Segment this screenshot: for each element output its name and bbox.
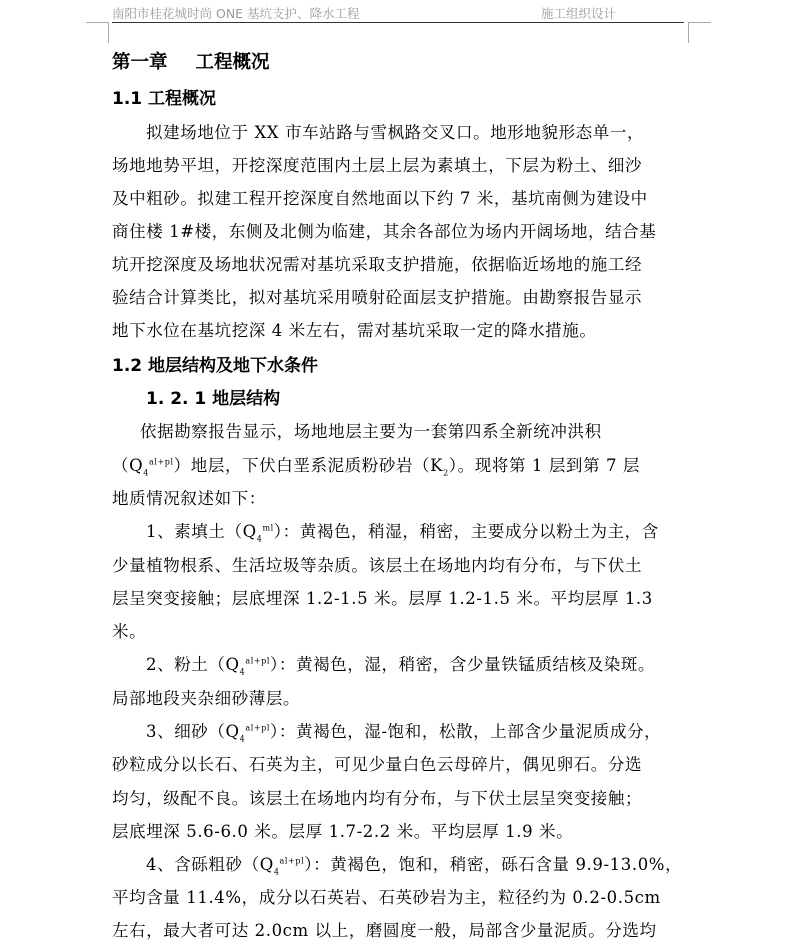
crop-mark-right	[688, 22, 711, 43]
header-project-name: 南阳市桂花城时尚 ONE 基坑支护、降水工程	[112, 6, 360, 21]
layer-1-line: 1、素填土$(Q_4^{ml})$：黄褐色，稍湿，稍密，主要成分以粉土为主，含	[146, 522, 659, 544]
chapter-title: 工程概况	[195, 52, 270, 73]
header-rule	[112, 22, 684, 23]
paragraph-line: 少量植物根系、生活垃圾等杂质。该层土在场地内均有分布，与下伏土	[112, 556, 643, 575]
layer-4-line: 4、含砾粗砂$(Q_4^{al+pl})$：黄褐色，饱和，稍密，砾石含量 9.9-13.0%，	[146, 855, 683, 877]
paragraph-line: 层底埋深 5.6-6.0 米。层厚 1.7-2.2 米。平均层厚 1.9 米。	[112, 822, 574, 841]
paragraph-line: 拟建场地位于 XX 市车站路与雪枫路交叉口。地形地貌形态单一，	[146, 123, 645, 142]
section-heading-1-2-1: 1. 2. 1 地层结构	[146, 389, 281, 409]
paragraph-line: 地质情况叙述如下：	[112, 489, 266, 508]
paragraph-line: 商住楼 1#楼，东侧及北侧为临建，其余各部位为场内开阔场地，结合基	[112, 222, 657, 241]
header-doc-type: 施工组织设计	[541, 6, 617, 21]
crop-mark-left	[86, 22, 109, 43]
layer-2-line: 2、粉土$(Q_4^{al+pl})$：黄褐色，湿，稍密，含少量铁锰质结核及染斑。	[146, 655, 656, 677]
paragraph-line: 依据勘察报告显示，场地地层主要为一套第四系全新统冲洪积	[140, 422, 602, 441]
paragraph-line: 均匀，级配不良。该层土在场地内均有分布，与下伏土层呈突变接触；	[112, 789, 643, 808]
paragraph-line: 平均含量 11.4%，成分以石英岩、石英砂岩为主，粒径约为 0.2-0.5cm	[112, 888, 661, 907]
paragraph-line: 验结合计算类比，拟对基坑采用喷射砼面层支护措施。由勘察报告显示	[112, 288, 643, 307]
paragraph-line: 坑开挖深度及场地状况需对基坑采取支护措施，依据临近场地的施工经	[112, 255, 643, 274]
layer-3-line: 3、细砂$(Q_4^{al+pl})$：黄褐色，湿-饱和，松散，上部含少量泥质成分，	[146, 722, 662, 744]
paragraph-line: 场地地势平坦，开挖深度范围内土层上层为素填土，下层为粉土、细沙	[112, 156, 643, 175]
paragraph-line: 米。	[112, 622, 147, 641]
paragraph-line: 左右，最大者可达 2.0cm 以上，磨圆度一般，局部含少量泥质。分选均	[112, 921, 657, 940]
paragraph-line: 及中粗砂。拟建工程开挖深度自然地面以下约 7 米，基坑南侧为建设中	[112, 189, 648, 208]
chapter-heading	[112, 48, 270, 74]
section-heading-1-1: 1.1 工程概况	[112, 89, 217, 109]
paragraph-line: 层呈突变接触；层底埋深 1.2-1.5 米。层厚 1.2-1.5 米。平均层厚 1.3	[112, 589, 653, 608]
section-heading-1-2: 1.2 地层结构及地下水条件	[112, 356, 319, 376]
paragraph-line: 砂粒成分以长石、石英为主，可见少量白色云母碎片，偶见卵石。分选	[112, 755, 643, 774]
paragraph-line: 地下水位在基坑挖深 4 米左右，需对基坑采取一定的降水措施。	[112, 321, 597, 340]
paragraph-line: 局部地段夹杂细砂薄层。	[112, 689, 301, 708]
chapter-number: 第一章	[112, 52, 168, 73]
paragraph-line: $(Q_4^{al+pl})$地层，下伏白垩系泥质粉砂岩$(K_2)$。现将第 1 层到第 7 层	[112, 456, 641, 478]
